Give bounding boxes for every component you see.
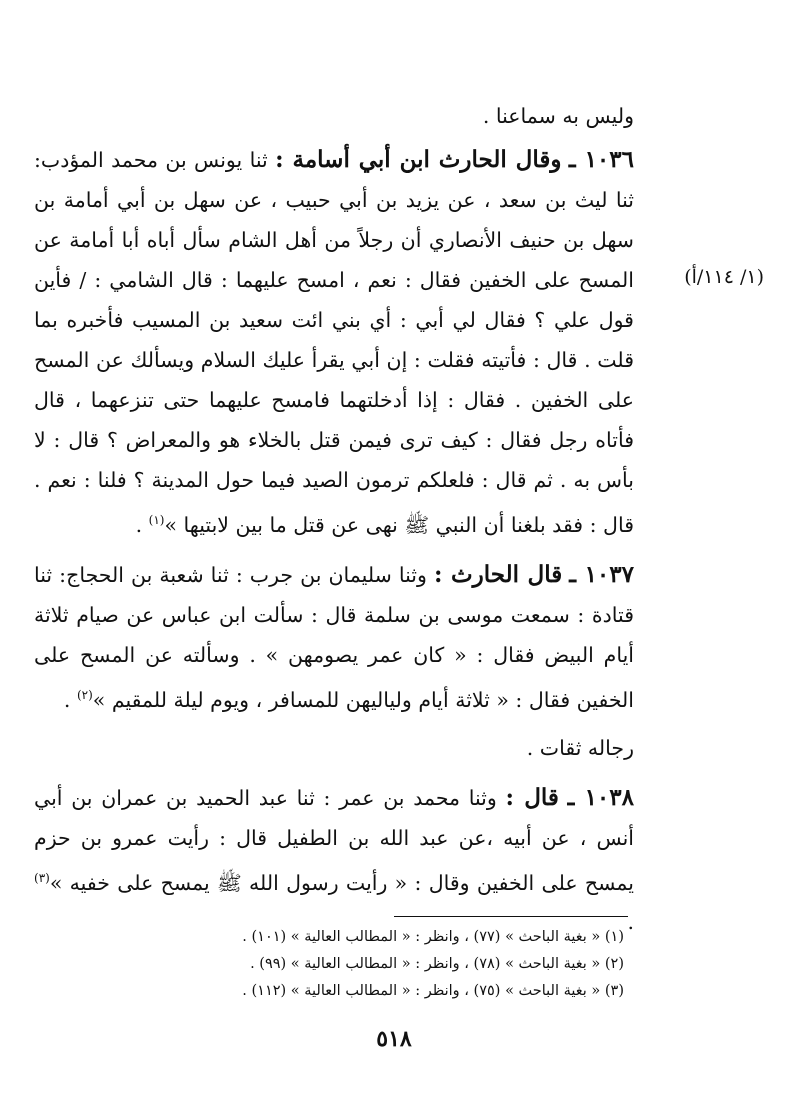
footnote: (١) « بغية الباحث » (٧٧) ، وانظر : « المطالب العالية » (١٠١) . [242,929,624,945]
hadith-1037 [34,555,634,720]
hadith-1038 [34,778,634,943]
footnotes [150,924,624,1005]
hadith-text: وثنا سليمان بن جرب : ثنا شعبة بن الحجاج: ثنا قتادة : سمعت موسى بن سلمة قال : سألت ابن عباس عن صيام ثلاثة أيام البيض فقال : « كان عمر يصومهن » . وسألته عن المسح على الخفين فقال : « ثلاثة أيام ولياليهن للمسافر ، ويوم ليلة للمقيم » [34,562,634,712]
text-fragment: . [63,687,77,712]
footnote: (٢) « بغية الباحث » (٧٨) ، وانظر : « المطالب العالية » (٩٩) . [250,956,624,972]
hadith-heading: وقال الحارث ابن أبي أسامة : [275,146,562,173]
text-line [34,96,634,136]
footnote-separator [394,916,628,917]
hadith-text: ثنا يونس بن محمد المؤدب: [34,148,268,172]
footnote-ref: (١) [148,513,165,527]
spacer [34,768,634,778]
footnote-ref: (٢) [76,687,93,702]
footnote: (٣) « بغية الباحث » (٧٥) ، وانظر : « المطالب العالية » (١١٢) . [242,983,624,999]
footnote-ref: (٣) [34,870,50,885]
hadith-text: وثنا محمد بن عمر : ثنا عبد الحميد بن عمران بن أبي أنس ، عن أبيه ،عن عبد الله بن الطفيل قال : رأيت عمرو بن حزم يمسح على الخفين وقال : « رأيت رسول الله ﷺ يمسح على خفيه » [34,785,634,895]
hadith-number: ١٠٣٦ ـ [568,146,634,173]
text-fragment: رجاله ثقات . [526,735,634,760]
hadith-text: ثنا ليث بن سعد ، عن يزيد بن أبي حبيب ، عن سهل بن أبي أمامة بن سهل بن حنيف الأنصاري أن رجلاً من أهل الشام سأل أباه أبا أمامة عن المسح على الخفين فقال : نعم ، امسح عليهما : قال الشامي : / فأين قول علي ؟ فقال لي أبي : أي بني ائت سعيد بن المسيب فأخبره بما قلت . قال : فأتيته فقلت : إن أبي يقرأ عليك السلام ويسألك عن المسح على الخفين . فقال : إذا أدخلتهما فامسح عليهما حتى تنزعهما ، قال فأتاه رجل فقال : كيف ترى فيمن قتل بالخلاء هو والمعراض ؟ قال : لا بأس به . ثم قال : فلعلكم ترمون الصيد فيما حول المدينة ؟ فلنا : نعم . قال : فقد بلغنا أن النبي ﷺ نهى عن قتل ما بين لابتيها » [34,188,634,537]
hadith-number: ١٠٣٨ ـ [567,783,634,811]
hadith-heading: قال الحارث : [433,560,563,588]
text-fragment: . [135,512,149,537]
main-text [34,96,634,942]
hadith-1036 [34,140,634,545]
hadith-number: ١٠٣٧ ـ [569,560,634,588]
text-line [34,728,634,768]
hadith-heading: قال : [505,783,559,811]
text-fragment: . [627,910,634,935]
text-fragment: وليس به سماعنا . [482,104,634,128]
page-number: ٥١٨ [376,1026,412,1052]
spacer [34,545,634,555]
manuscript-folio-reference: (١/ ١١٤/أ) [684,266,764,288]
